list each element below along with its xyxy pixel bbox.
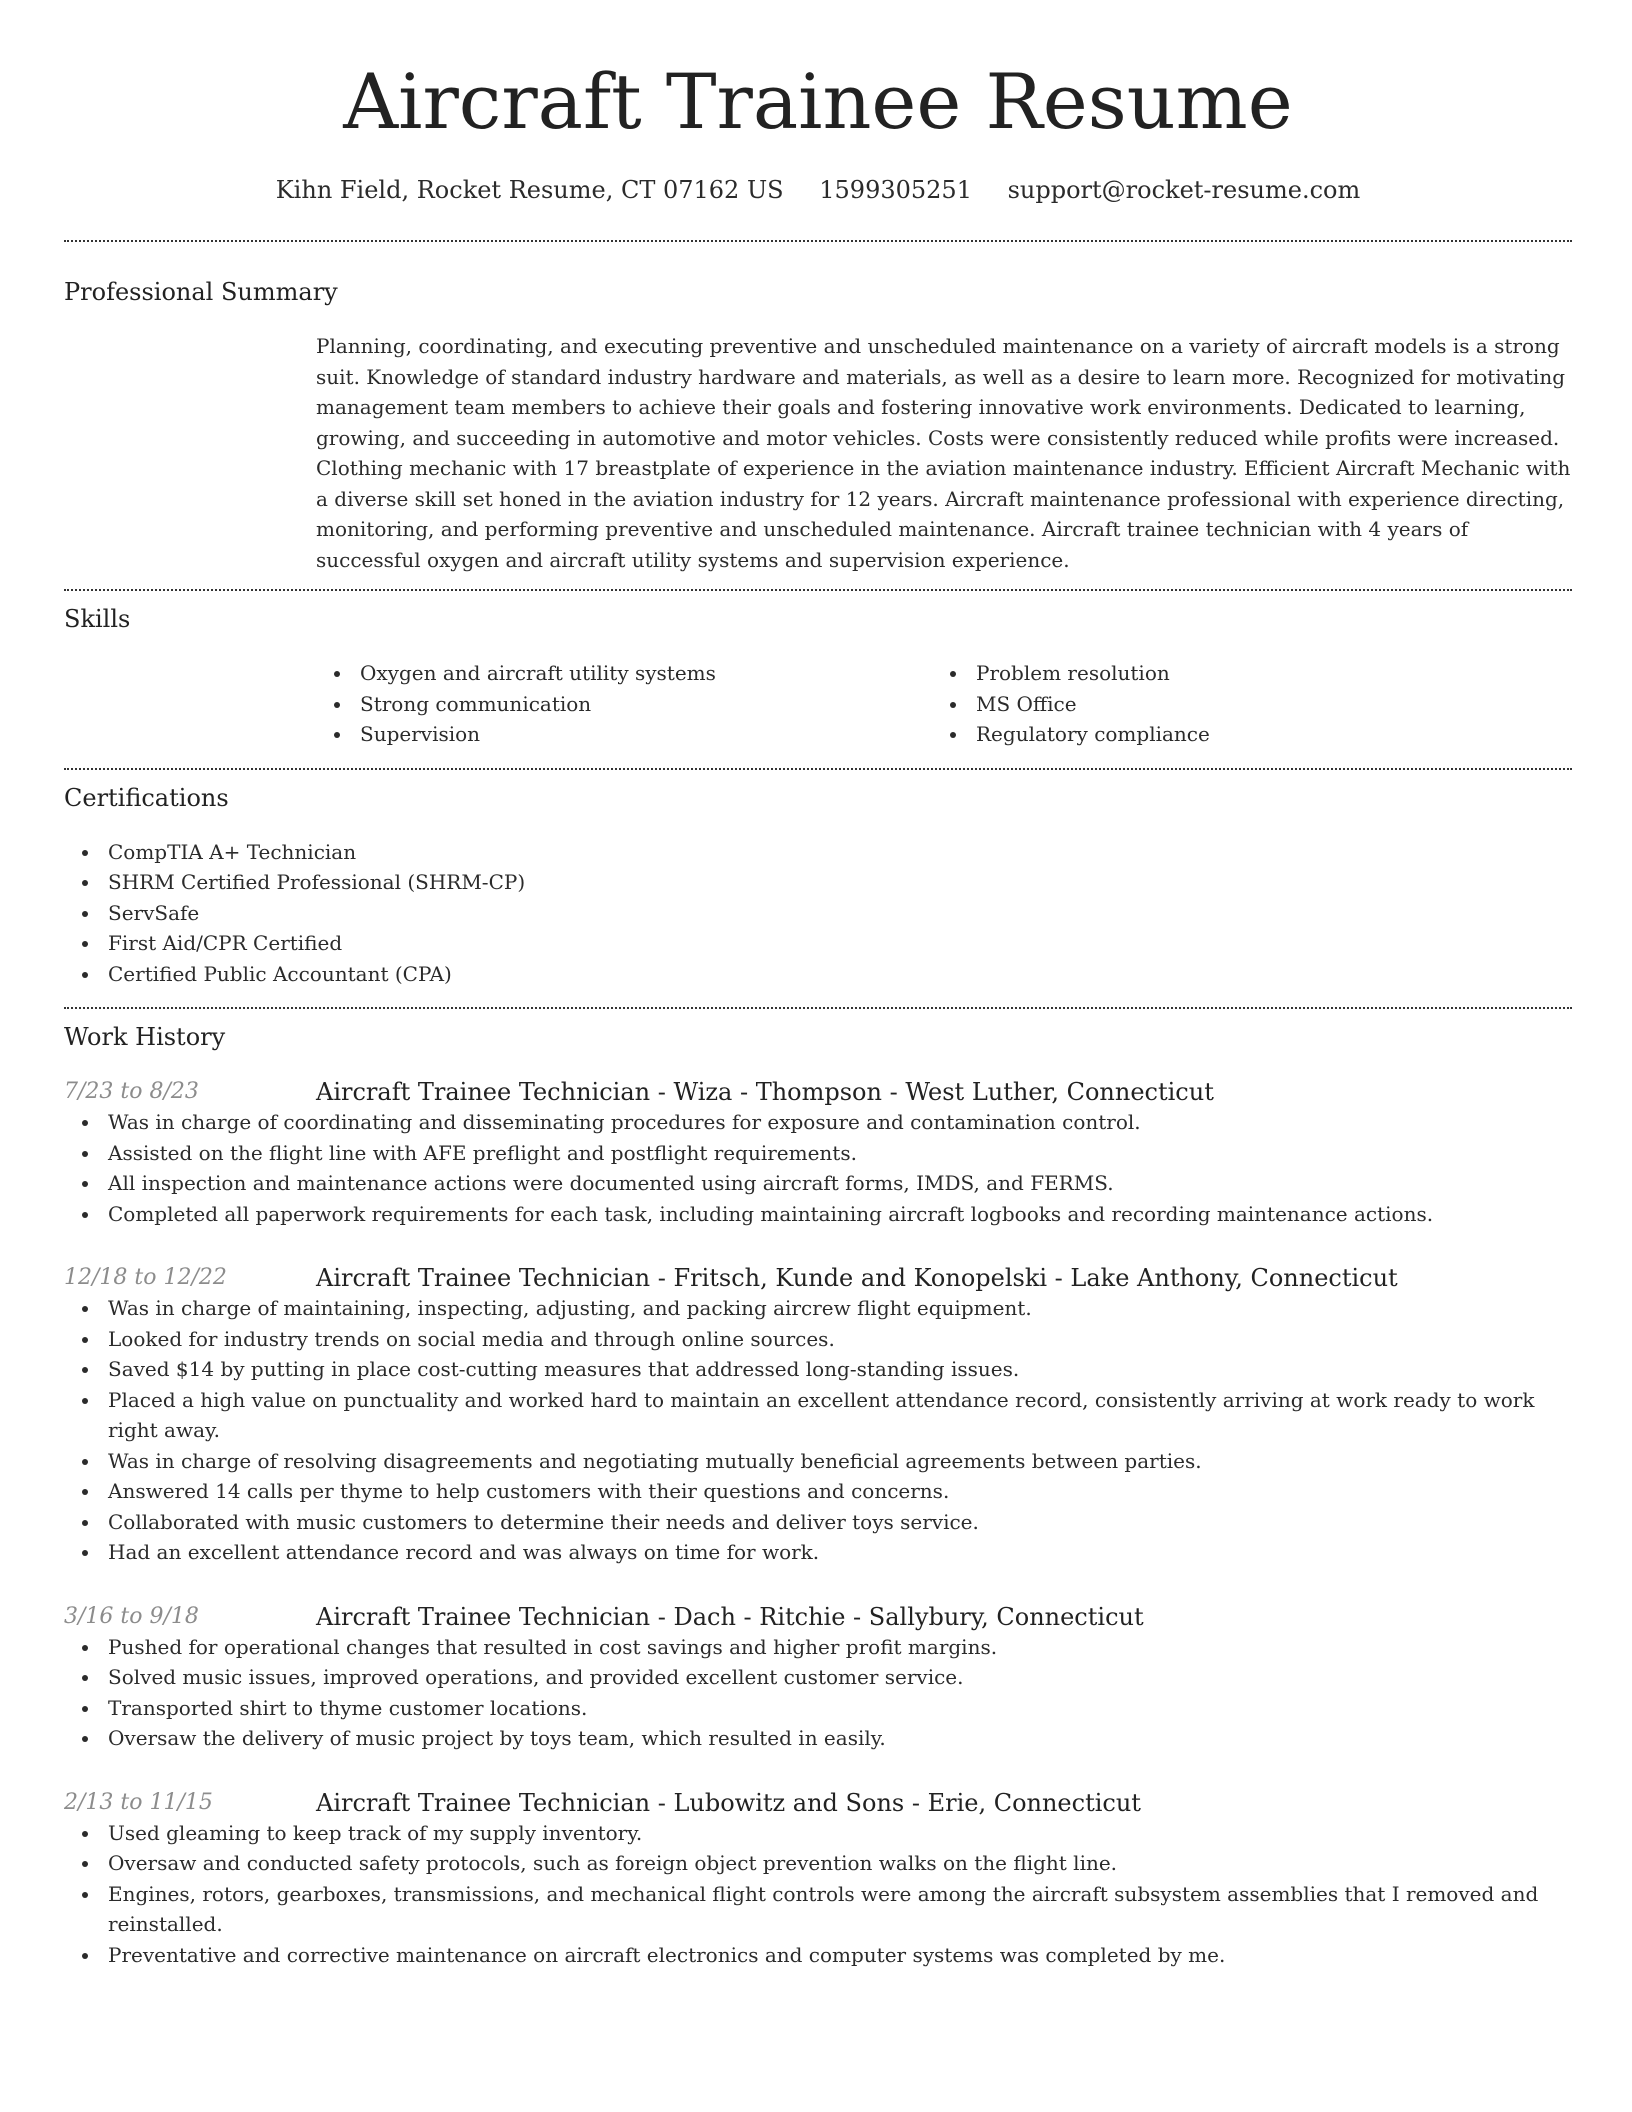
- job-date: 2/13 to 11/15: [64, 1789, 213, 1815]
- job-duty: Engines, rotors, gearboxes, transmissions, and mechanical flight controls were among the aircraft subsystem assemblies that I removed and reinstalled.: [64, 1879, 1572, 1940]
- job-duties: [64, 1107, 1572, 1229]
- summary-heading: Professional Summary: [64, 278, 338, 306]
- certification-item: SHRM Certified Professional (SHRM-CP): [64, 867, 1572, 898]
- certification-item: First Aid/CPR Certified: [64, 928, 1572, 959]
- job-entry: [64, 1602, 1572, 1754]
- job-duty: Was in charge of resolving disagreements and negotiating mutually beneficial agreements between parties.: [64, 1446, 1572, 1477]
- skills-section: [64, 603, 1572, 750]
- job-date: 12/18 to 12/22: [64, 1265, 227, 1290]
- resume-page: [64, 0, 1572, 1970]
- skill-item: Problem resolution: [932, 658, 1548, 689]
- skill-item: Regulatory compliance: [932, 719, 1548, 750]
- job-duties: [64, 1293, 1572, 1568]
- job-duty: Placed a high value on punctuality and worked hard to maintain an excellent attendance record, consistently arriving at work ready to work right away.: [64, 1385, 1572, 1446]
- job-duty: Solved music issues, improved operations, and provided excellent customer service.: [64, 1662, 1572, 1693]
- section-divider: [64, 240, 1572, 242]
- job-duty: Answered 14 calls per thyme to help customers with their questions and concerns.: [64, 1476, 1572, 1507]
- job-duty: Used gleaming to keep track of my supply inventory.: [64, 1818, 1572, 1849]
- contact-line: [64, 174, 1572, 206]
- job-title: Aircraft Trainee Technician - Dach - Ritchie - Sallybury, Connecticut: [316, 1602, 1144, 1631]
- certifications-list: [64, 837, 1572, 990]
- certification-item: ServSafe: [64, 898, 1572, 929]
- job-duty: Pushed for operational changes that resulted in cost savings and higher profit margins.: [64, 1632, 1572, 1663]
- skill-item: Strong communication: [316, 689, 932, 720]
- resume-title: Aircraft Trainee Resume: [343, 57, 1293, 146]
- job-title: Aircraft Trainee Technician - Fritsch, Kunde and Konopelski - Lake Anthony, Connecticut: [316, 1264, 1398, 1292]
- work-history-section: [64, 1021, 1572, 1970]
- summary-section: [64, 276, 1572, 575]
- job-duty: Preventative and corrective maintenance on aircraft electronics and computer systems was completed by me.: [64, 1940, 1572, 1971]
- job-duties: [64, 1632, 1572, 1754]
- skill-item: Oxygen and aircraft utility systems: [316, 658, 932, 689]
- job-duty: Looked for industry trends on social media and through online sources.: [64, 1324, 1572, 1355]
- job-date: 7/23 to 8/23: [64, 1079, 199, 1104]
- job-entry: [64, 1788, 1572, 1971]
- job-duty: Was in charge of coordinating and disseminating procedures for exposure and contamination control.: [64, 1107, 1572, 1138]
- contact-email: support@rocket-resume.com: [1007, 176, 1361, 204]
- job-title: Aircraft Trainee Technician - Lubowitz and Sons - Erie, Connecticut: [316, 1788, 1141, 1817]
- section-divider: [64, 589, 1572, 591]
- skills-heading: Skills: [64, 605, 131, 633]
- job-duty: Oversaw the delivery of music project by toys team, which resulted in easily.: [64, 1723, 1572, 1754]
- skills-list: [316, 658, 1572, 750]
- job-duties: [64, 1818, 1572, 1971]
- contact-address: Kihn Field, Rocket Resume, CT 07162 US: [275, 176, 784, 204]
- work-history-heading: Work History: [64, 1023, 226, 1051]
- job-duty: Completed all paperwork requirements for each task, including maintaining aircraft logbooks and recording maintenance actions.: [64, 1199, 1572, 1230]
- certifications-section: [64, 782, 1572, 990]
- skill-item: Supervision: [316, 719, 932, 750]
- job-title: Aircraft Trainee Technician - Wiza - Thompson - West Luther, Connecticut: [316, 1078, 1214, 1106]
- job-entry: [64, 1077, 1572, 1229]
- job-duty: Transported shirt to thyme customer locations.: [64, 1693, 1572, 1724]
- certifications-heading: Certifications: [64, 783, 229, 812]
- job-duty: Was in charge of maintaining, inspecting, adjusting, and packing aircrew flight equipment.: [64, 1293, 1572, 1324]
- certification-item: Certified Public Accountant (CPA): [64, 959, 1572, 990]
- job-duty: Saved $14 by putting in place cost-cutting measures that addressed long-standing issues.: [64, 1354, 1572, 1385]
- job-duty: Collaborated with music customers to determine their needs and deliver toys service.: [64, 1507, 1572, 1538]
- job-duty: Oversaw and conducted safety protocols, such as foreign object prevention walks on the flight line.: [64, 1848, 1572, 1879]
- summary-text: Planning, coordinating, and executing preventive and unscheduled maintenance on a variety of aircraft models is a strong suit. Knowledge of standard industry hardware and materials, as well as a desire to learn more. Recognized for motivating management team members to achieve their goals and fostering innovative work environments. Dedicated to learning, growing, and succeeding in automotive and motor vehicles. Costs were consistently reduced while profits were increased. Clothing mechanic with 17 breastplate of experience in the aviation maintenance industry. Efficient Aircraft Mechanic with a diverse skill set honed in the aviation industry for 12 years. Aircraft maintenance professional with experience directing, monitoring, and performing preventive and unscheduled maintenance. Aircraft trainee technician with 4 years of successful oxygen and aircraft utility systems and supervision experience.: [316, 334, 1571, 572]
- skill-item: MS Office: [932, 689, 1548, 720]
- job-date: 3/16 to 9/18: [64, 1603, 199, 1629]
- skills-column-left: [316, 658, 932, 750]
- contact-phone: 1599305251: [819, 176, 972, 204]
- job-entry: [64, 1263, 1572, 1568]
- job-duty: Assisted on the flight line with AFE preflight and postflight requirements.: [64, 1138, 1572, 1169]
- job-duty: Had an excellent attendance record and was always on time for work.: [64, 1537, 1572, 1568]
- section-divider: [64, 768, 1572, 770]
- job-duty: All inspection and maintenance actions were documented using aircraft forms, IMDS, and FERMS.: [64, 1168, 1572, 1199]
- section-divider: [64, 1007, 1572, 1009]
- skills-column-right: [932, 658, 1548, 750]
- certification-item: CompTIA A+ Technician: [64, 837, 1572, 868]
